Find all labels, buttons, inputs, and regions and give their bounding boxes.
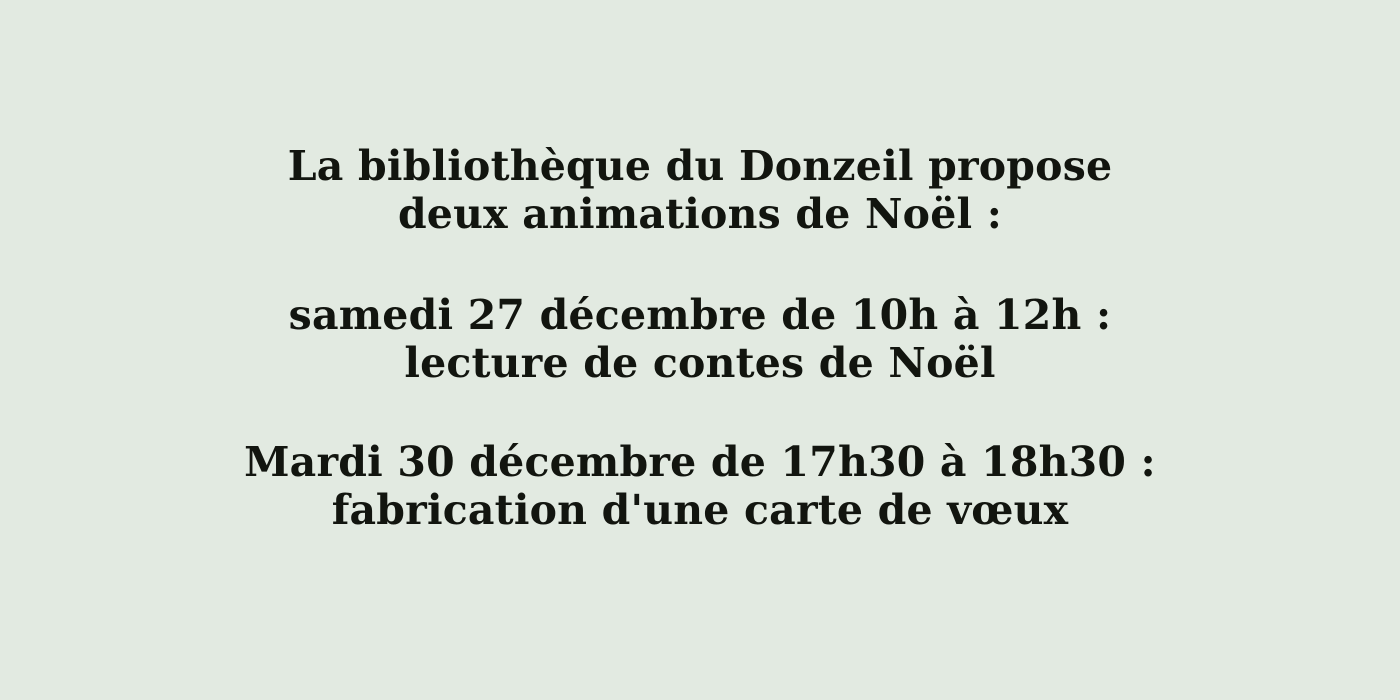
intro-line-2: deux animations de Noël : xyxy=(397,190,1003,239)
intro-paragraph xyxy=(0,142,1400,239)
event-1-line-1: samedi 27 décembre de 10h à 12h : xyxy=(288,290,1112,339)
event-1-line-2: lecture de contes de Noël xyxy=(404,339,996,388)
event-2 xyxy=(0,438,1400,535)
event-1 xyxy=(0,291,1400,388)
event-2-line-2: fabrication d'une carte de vœux xyxy=(331,485,1069,534)
intro-line-1: La bibliothèque du Donzeil propose xyxy=(287,142,1113,190)
event-2-line-1: Mardi 30 décembre de 17h30 à 18h30 : xyxy=(244,437,1156,486)
